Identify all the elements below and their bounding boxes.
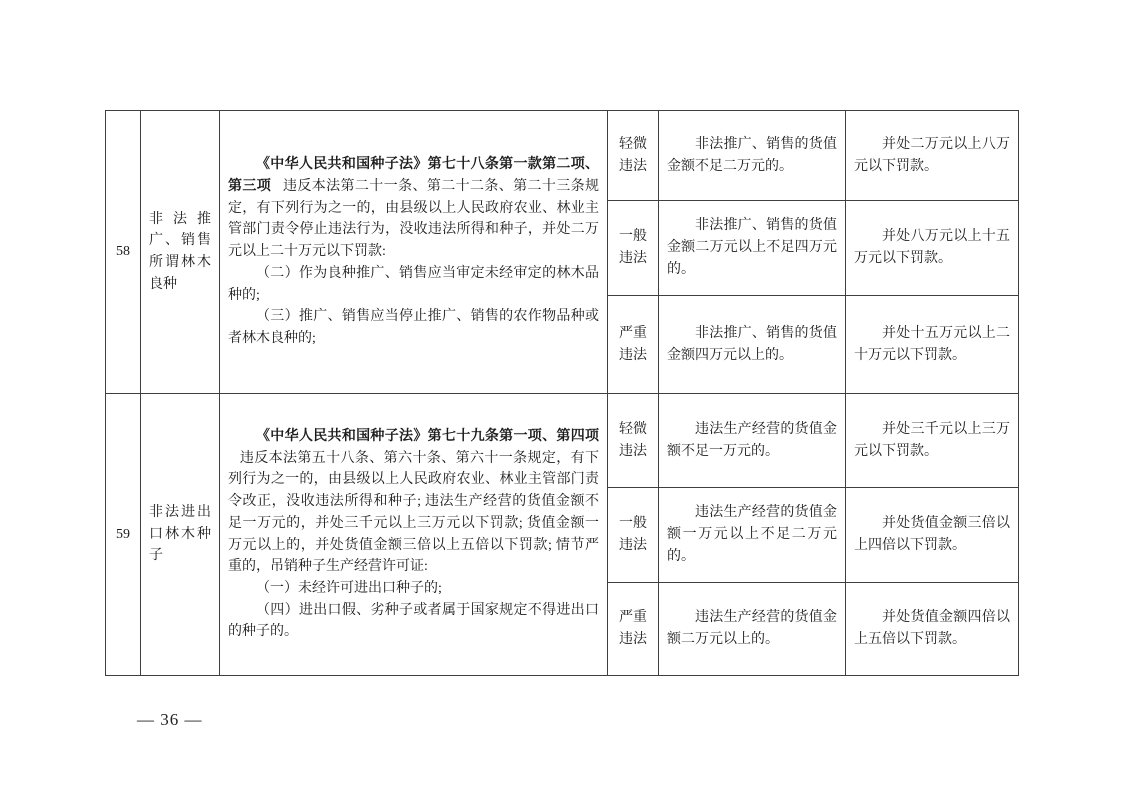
violation-name-cell	[141, 111, 220, 394]
row-number-cell	[106, 111, 141, 394]
violation-name: 非法进出口林木种子	[149, 504, 211, 564]
penalty-cell	[846, 583, 1019, 676]
penalty-discretion-table	[105, 110, 1019, 676]
legal-basis-item: （二）作为良种推广、销售应当审定未经审定的林木品种的;	[228, 265, 599, 303]
situation-cell	[659, 111, 846, 201]
penalty-text: 并处八万元以上十五万元以下罚款。	[854, 229, 1010, 266]
situation-text: 违法生产经营的货值金额二万元以上的。	[667, 610, 837, 647]
violation-name-cell	[141, 394, 220, 676]
situation-text: 非法推广、销售的货值金额二万元以上不足四万元的。	[667, 218, 837, 277]
severity-cell	[608, 201, 659, 296]
row-number-cell	[106, 394, 141, 676]
penalty-cell	[846, 488, 1019, 583]
penalty-cell	[846, 111, 1019, 201]
situation-cell	[659, 394, 846, 488]
legal-basis-cell	[220, 111, 608, 394]
row-number: 59	[116, 526, 130, 542]
severity-cell	[608, 111, 659, 201]
situation-cell	[659, 488, 846, 583]
situation-cell	[659, 296, 846, 394]
situation-cell	[659, 201, 846, 296]
situation-cell	[659, 583, 846, 676]
row-number: 58	[116, 244, 130, 260]
legal-basis-title: 《中华人民共和国种子法》第七十八条第一款第二项、第三项	[228, 157, 599, 195]
legal-basis-paragraph	[228, 154, 599, 262]
legal-basis-cell	[220, 394, 608, 676]
legal-basis-item: （三）推广、销售应当停止推广、销售的农作物品种或者林木良种的;	[228, 309, 599, 346]
severity-cell	[608, 394, 659, 488]
severity-label: 轻微违法	[619, 136, 647, 174]
legal-basis-item: （一）未经许可进出口种子的;	[256, 580, 442, 596]
table-row	[106, 394, 1019, 488]
legal-basis-item: （四）进出口假、劣种子或者属于国家规定不得进出口的种子的。	[228, 602, 599, 640]
table-row	[106, 111, 1019, 201]
page-number: — 36 —	[137, 710, 203, 729]
situation-text: 违法生产经营的货值金额不足一万元的。	[667, 421, 837, 459]
situation-text: 非法推广、销售的货值金额四万元以上的。	[667, 325, 837, 363]
situation-text: 非法推广、销售的货值金额不足二万元的。	[667, 136, 837, 174]
situation-text: 违法生产经营的货值金额一万元以上不足二万元的。	[667, 505, 837, 564]
severity-label: 轻微违法	[619, 421, 647, 459]
violation-name: 非法推广、销售所谓林木良种	[149, 211, 211, 292]
severity-cell	[608, 488, 659, 583]
legal-basis-body: 违反本法第二十一条、第二十二条、第二十三条规定，有下列行为之一的，由县级以上人民政府农业、林业主管部门责令停止违法行为，没收违法所得和种子，并处二万元以上二十万元以下罚款:	[228, 179, 600, 260]
penalty-cell	[846, 394, 1019, 488]
legal-basis-paragraph	[228, 426, 599, 578]
penalty-cell	[846, 296, 1019, 394]
severity-label: 严重违法	[619, 610, 647, 647]
penalty-cell	[846, 201, 1019, 296]
severity-label: 一般违法	[619, 516, 647, 553]
severity-label: 严重违法	[619, 325, 647, 363]
penalty-text: 并处货值金额四倍以上五倍以下罚款。	[854, 610, 1010, 647]
penalty-text: 并处三千元以上三万元以下罚款。	[854, 421, 1010, 459]
severity-cell	[608, 296, 659, 394]
severity-label: 一般违法	[619, 229, 647, 266]
severity-cell	[608, 583, 659, 676]
legal-basis-title: 《中华人民共和国种子法》第七十九条第一项、第四项	[256, 429, 599, 445]
penalty-text: 并处二万元以上八万元以下罚款。	[854, 136, 1010, 174]
penalty-text: 并处货值金额三倍以上四倍以下罚款。	[854, 516, 1010, 553]
penalty-text: 并处十五万元以上二十万元以下罚款。	[854, 325, 1010, 363]
legal-basis-body: 违反本法第五十八条、第六十条、第六十一条规定，有下列行为之一的，由县级以上人民政府农业、林业主管部门责令改正，没收违法所得和种子; 违法生产经营的货值金额不足一万元的，并处三千元以上三万元以下罚款; 货值金额一万元以上的，并处货值金额三倍以上五倍以下罚款; 情节严重的，吊销种子生产经营许可证:	[228, 450, 599, 575]
